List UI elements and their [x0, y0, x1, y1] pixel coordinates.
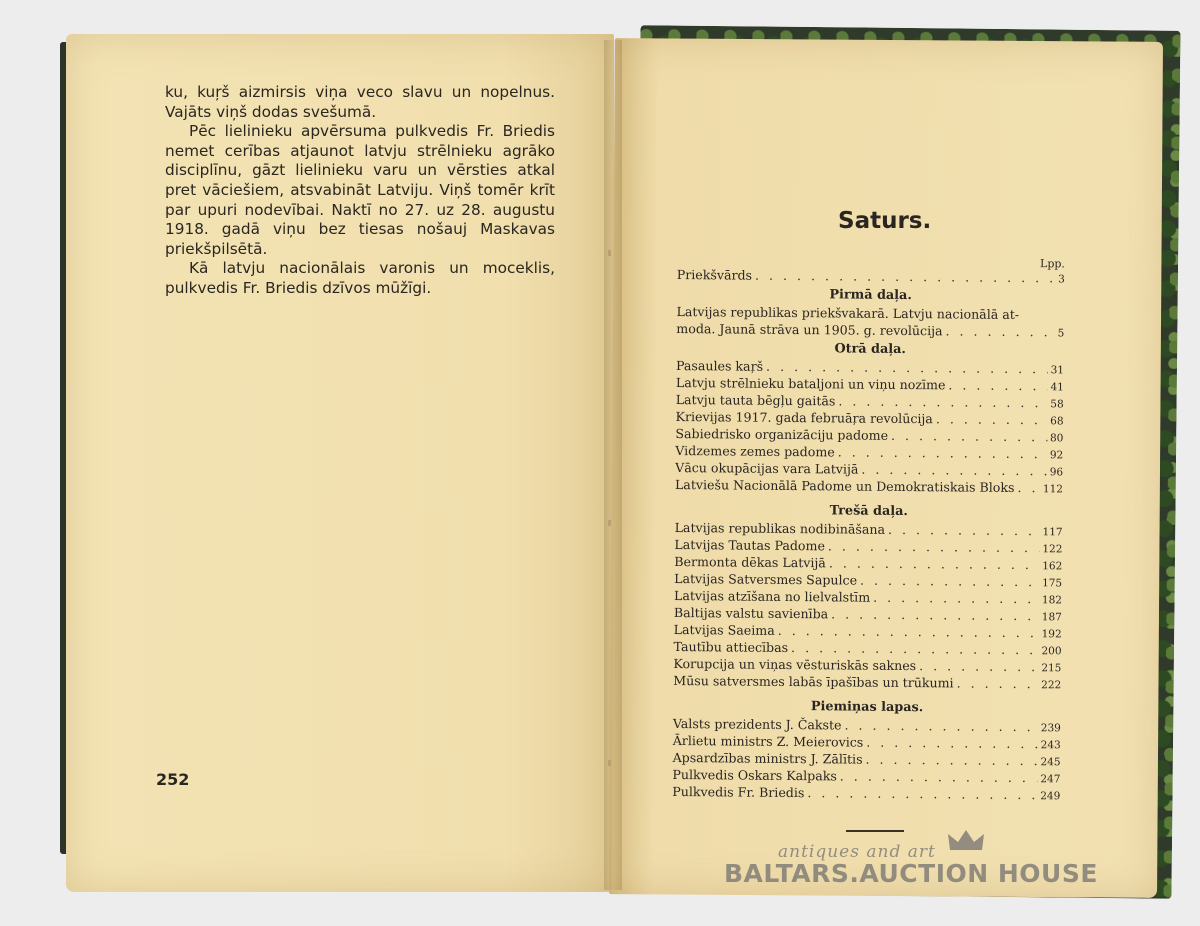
toc-entry-page: 175	[1042, 577, 1063, 590]
toc-entry-page: 122	[1042, 543, 1063, 556]
toc-entry-page: 92	[1049, 449, 1064, 462]
toc-entry-title: Sabiedrisko organizāciju padome	[675, 425, 889, 443]
toc-section-entries	[672, 715, 1061, 803]
binding-stitch	[608, 250, 611, 256]
toc-entry-page: 112	[1042, 483, 1064, 496]
paragraph: Pēc lielinieku apvērsuma pulkvedis Fr. Briedis nemet cerības atjaunot latvju strēlnieku agrāko disciplīnu, gāzt lielinieku varu un vērsties atkal pret vāciešiem, atsvabināt Latviju. Viņš tomēr krīt par upuri nodevībai. Naktī no 27. uz 28. augustu 1918. gadā viņu bez tiesas nošauj Maskavas priekšpilsētā.	[165, 122, 555, 258]
toc-entry-title: Bermonta dēkas Latvijā	[674, 553, 826, 571]
toc-entry-title: Latvijas republikas priekšvakarā. Latvju nacionālā at-	[676, 303, 1020, 322]
toc-leader-dots	[861, 461, 1046, 480]
toc-entry-page: 117	[1042, 526, 1063, 539]
toc-page-label: Lpp.	[1039, 257, 1065, 271]
toc-section-entries	[675, 357, 1064, 496]
toc-entry	[676, 320, 1064, 340]
toc-entry-title: Baltijas valstu savienība	[673, 604, 829, 622]
toc-entry-title: Latvijas republikas nodibināšana	[674, 519, 886, 537]
toc-entry-title: Apsardzības ministrs J. Zālītis	[672, 749, 863, 767]
toc-entry-title: Latvju tauta bēgļu gaitās	[675, 391, 836, 409]
toc-section-heading: Pirmā daļa.	[829, 287, 912, 304]
toc-entry-page: 249	[1040, 790, 1061, 803]
toc-section-heading: Piemiņas lapas.	[810, 699, 924, 716]
toc-leader-dots	[831, 605, 1039, 624]
toc-leader-dots	[838, 392, 1047, 411]
toc-leader-dots	[791, 639, 1039, 658]
toc-leader-dots	[891, 427, 1047, 445]
toc-leader-dots	[945, 322, 1054, 340]
toc-entry-page: 247	[1040, 773, 1061, 786]
toc-entry-page: 68	[1050, 415, 1064, 428]
toc-entry-title: Korupcija un viņas vēsturiskās saknes	[673, 655, 917, 674]
toc-section-entries	[673, 519, 1062, 692]
toc-leader-dots	[948, 376, 1047, 394]
table-of-contents	[672, 254, 1065, 803]
crown-icon	[946, 828, 986, 852]
toc-entry-title: Latvijas atzīšana no lielvalstīm	[673, 587, 871, 605]
toc-entry-page: 96	[1049, 466, 1064, 479]
toc-entry-title: Vidzemes zemes padome	[675, 442, 835, 460]
toc-entry-page: 58	[1050, 398, 1064, 411]
toc-entry-title: Latviešu Nacionālā Padome un Demokratiskais Bloks	[674, 476, 1015, 495]
toc-entry-title: Vācu okupācijas vara Latvijā	[675, 459, 859, 477]
toc-leader-dots	[936, 410, 1047, 428]
toc-entry-page: 215	[1041, 662, 1062, 675]
toc-leader-dots	[860, 572, 1039, 591]
toc-entry-title: Pulkvedis Fr. Briedis	[672, 783, 805, 801]
toc-entry-page: 3	[1058, 273, 1065, 286]
toc-leader-dots	[919, 657, 1038, 675]
toc-entry-title: Priekšvārds	[676, 266, 753, 283]
toc-leader-dots	[873, 589, 1039, 607]
toc-leader-dots	[840, 767, 1038, 786]
paragraph: ku, kuŗš aizmirsis viņa veco slavu un nopelnus. Vajāts viņš dodas svešumā.	[165, 83, 555, 121]
toc-leader-dots	[957, 674, 1039, 692]
watermark-subtitle: antiques and art	[778, 842, 936, 862]
toc-entry-title: Latvijas Tautas Padome	[674, 536, 826, 554]
toc-entry-title: Tautību attiecības	[673, 638, 789, 655]
toc-entry-title: Latvju strēlnieku bataljoni un viņu nozīme	[675, 374, 946, 393]
toc-entry-title: Latvijas Saeima	[673, 621, 775, 638]
toc-section-heading: Otrā daļa.	[834, 341, 906, 358]
toc-entry-page: 200	[1041, 645, 1062, 658]
toc-leader-dots	[828, 537, 1040, 556]
toc-leader-dots	[807, 784, 1037, 803]
watermark-brand: BALTARS.AUCTION HOUSE	[724, 859, 1098, 888]
toc-entry-page: 182	[1041, 594, 1063, 607]
toc-entry-title: Pasaules kaŗš	[675, 357, 764, 374]
toc-entry-page: 41	[1050, 381, 1064, 394]
toc-entry	[673, 672, 1061, 692]
toc-leader-dots	[844, 716, 1037, 735]
toc-entry-page: 243	[1040, 739, 1061, 752]
toc-leader-dots	[866, 734, 1038, 752]
toc-entry	[677, 266, 1065, 286]
toc-entry-title: Pulkvedis Oskars Kalpaks	[672, 766, 837, 784]
toc-leader-dots	[829, 554, 1040, 573]
toc-entry-title: Mūsu satversmes labās īpašības un trūkumi	[673, 672, 954, 691]
left-page-body-text	[165, 83, 555, 299]
paragraph: Kā latvju nacionālais varonis un moceklis, pulkvedis Fr. Briedis dzīvos mūžīgi.	[165, 259, 555, 297]
toc-section-heading: Trešā daļa.	[829, 503, 908, 520]
toc-entry-page: 192	[1041, 628, 1062, 641]
toc-entry-page: 162	[1042, 560, 1063, 573]
toc-entry-title: moda. Jaunā strāva un 1905. g. revolūcija	[676, 320, 943, 339]
toc-entry-page: 245	[1040, 756, 1061, 769]
book-gutter	[604, 40, 622, 890]
toc-entry-title: Latvijas Satversmes Sapulce	[674, 570, 858, 588]
binding-stitch	[608, 520, 611, 526]
toc-entry-page: 80	[1049, 432, 1064, 445]
toc-entry-title: Krievijas 1917. gada februāŗa revolūcija	[675, 408, 933, 427]
toc-entry-page: 31	[1050, 364, 1065, 377]
toc-entry-title: Valsts prezidents J. Čakste	[672, 715, 842, 733]
toc-leader-dots	[755, 267, 1055, 287]
toc-entry-page: 222	[1041, 679, 1062, 692]
toc-entry	[672, 783, 1060, 803]
toc-title: Saturs.	[838, 208, 932, 234]
toc-entry-title: Ārlietu ministrs Z. Meierovics	[672, 732, 864, 750]
toc-entry	[675, 476, 1063, 496]
toc-leader-dots	[1017, 479, 1040, 496]
toc-leader-dots	[838, 443, 1047, 462]
toc-leader-dots	[888, 521, 1040, 539]
binding-stitch	[608, 760, 611, 766]
toc-entry-page: 239	[1040, 722, 1061, 735]
toc-entry-page: 5	[1057, 327, 1065, 340]
toc-entry-page: 187	[1041, 611, 1062, 624]
page-number: 252	[156, 770, 190, 789]
toc-leader-dots	[866, 751, 1038, 770]
end-rule	[846, 830, 904, 832]
